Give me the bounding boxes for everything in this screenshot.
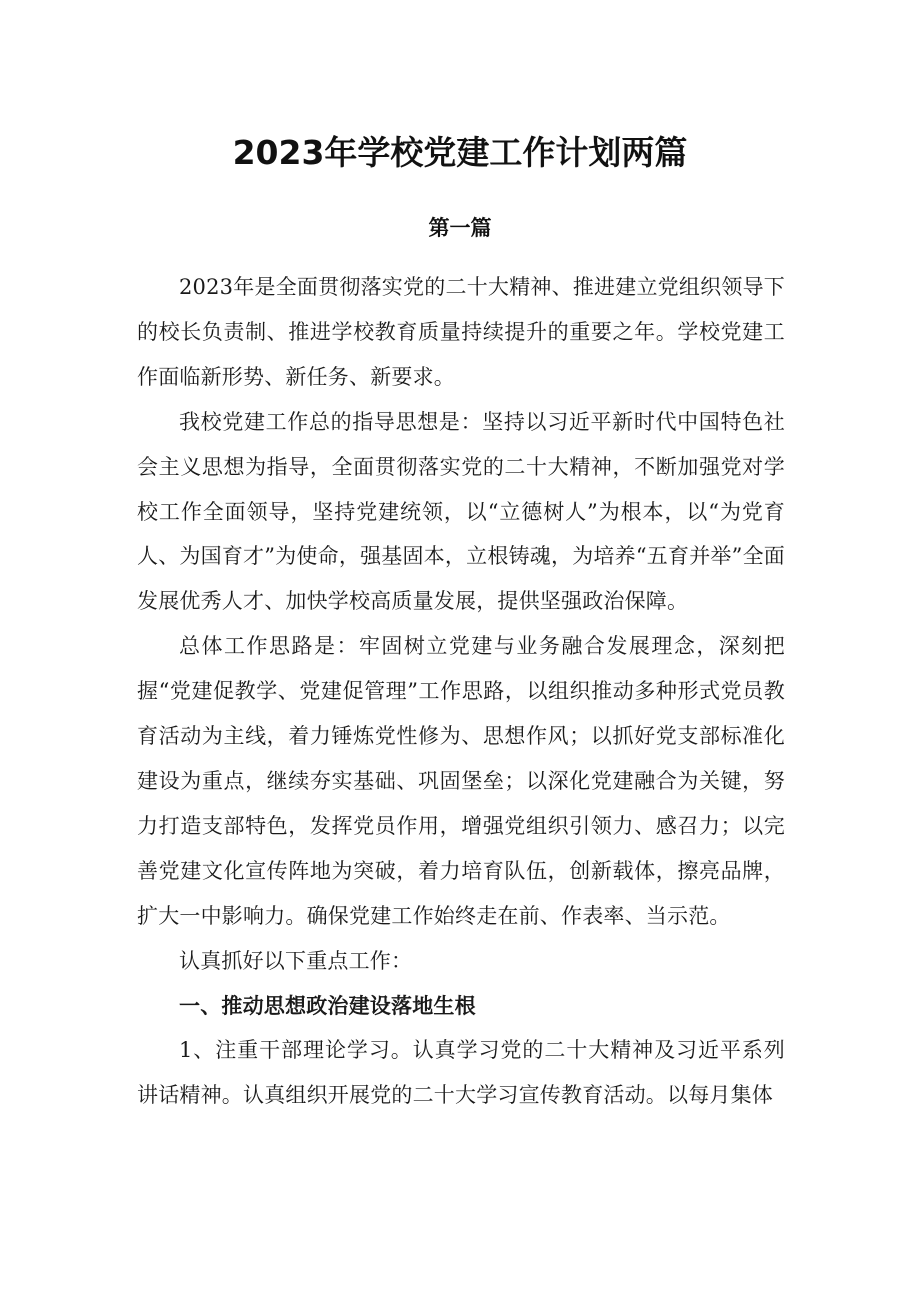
paragraph-intro: 2023年是全面贯彻落实党的二十大精神、推进建立党组织领导下的校长负责制、推进学校教育质量持续提升的重要之年。学校党建工作面临新形势、新任务、新要求。 <box>137 275 785 389</box>
paragraph-guiding-thought: 我校党建工作总的指导思想是：坚持以习近平新时代中国特色社会主义思想为指导，全面贯彻落实党的二十大精神，不断加强党对学校工作全面领导，坚持党建统领，以“立德树人”为根本，以“为党育人、为国育才”为使命，强基固本，立根铸魂，为培养“五育并举”全面发展优秀人才、加快学校高质量发展，提供坚强政治保障。 <box>137 409 785 614</box>
document-title: 2023年学校党建工作计划两篇 <box>232 133 688 172</box>
paragraph-key-tasks-lead: 认真抓好以下重点工作： <box>179 948 413 973</box>
section-title: 第一篇 <box>428 216 492 240</box>
section-heading-1: 一、推动思想政治建设落地生根 <box>179 993 476 1018</box>
paragraph-work-approach: 总体工作思路是：牢固树立党建与业务融合发展理念，深刻把握“党建促教学、党建促管理”工作思路，以组织推动多种形式党员教育活动为主线，着力锤炼党性修为、思想作风；以抓好党支部标准化建设为重点，继续夯实基础、巩固堡垒；以深化党建融合为关键，努力打造支部特色，发挥党员作用，增强党组织引领力、感召力；以完善党建文化宣传阵地为突破，着力培育队伍，创新载体，擦亮品牌，扩大一中影响力。确保党建工作始终走在前、作表率、当示范。 <box>137 634 785 928</box>
paragraph-item-1: 1、注重干部理论学习。认真学习党的二十大精神及习近平系列讲话精神。认真组织开展党的二十大学习宣传教育活动。以每月集体 <box>137 1038 785 1108</box>
document-body <box>137 265 785 1118</box>
